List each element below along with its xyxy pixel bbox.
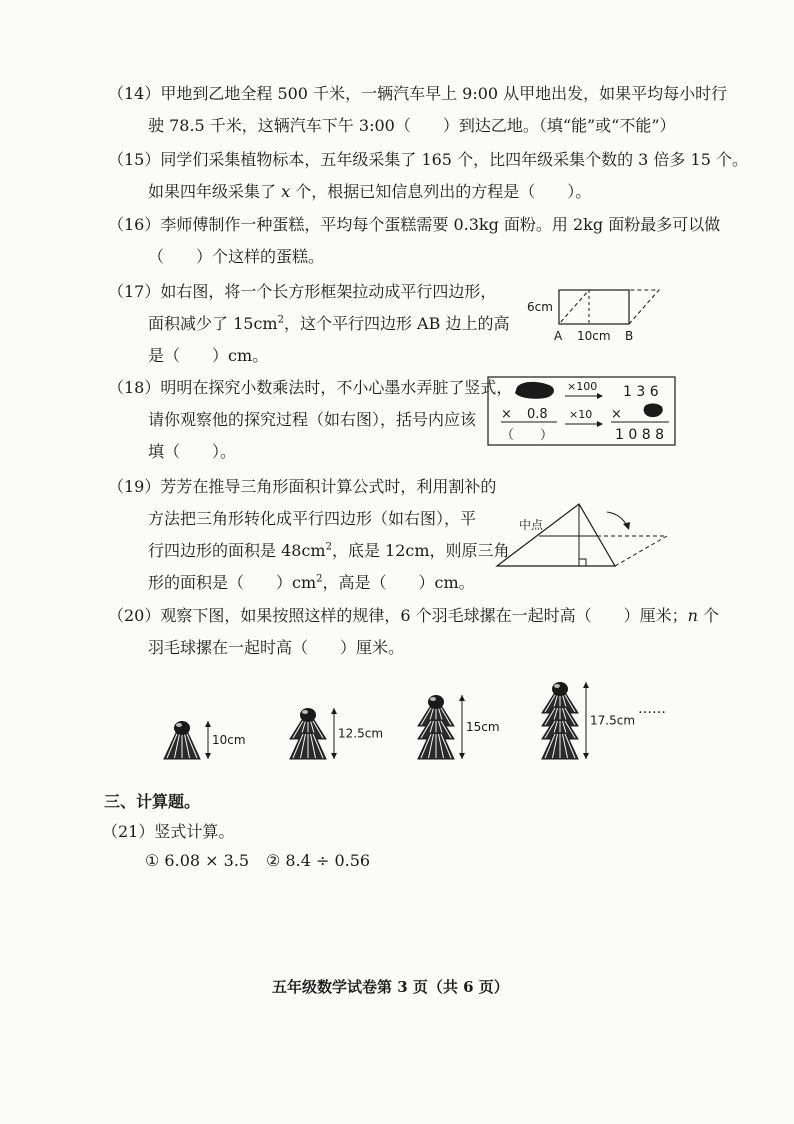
page-footer: 五年级数学试卷第 3 页（共 6 页） bbox=[272, 978, 509, 996]
q21-item-1: ① 6.08 × 3.5 bbox=[145, 851, 250, 870]
q19-sup-1: 2 bbox=[325, 541, 332, 553]
q20-variable: n bbox=[687, 606, 698, 625]
q20-line1-b: 个 bbox=[697, 606, 720, 625]
q18-arrow-bottom-label: ×10 bbox=[569, 408, 593, 421]
q17-line2-a: 面积减少了 15cm bbox=[148, 314, 278, 333]
shuttlecock-cork bbox=[174, 721, 190, 735]
cork-highlight bbox=[302, 710, 308, 714]
height-arrow-top bbox=[331, 708, 337, 714]
shuttlecock-stack-2 bbox=[290, 708, 383, 759]
height-label: 10cm bbox=[212, 733, 246, 747]
q17-figure bbox=[525, 282, 665, 348]
height-arrow-bottom bbox=[459, 753, 465, 759]
height-label: 12.5cm bbox=[338, 726, 384, 741]
q15-line2-a: 如果四年级采集了 bbox=[148, 182, 282, 201]
cork-highlight bbox=[554, 684, 560, 688]
shuttlecock-stack-4 bbox=[542, 682, 635, 759]
q17-base-label: 10cm bbox=[577, 329, 611, 343]
q21-title: （21）竖式计算。 bbox=[102, 822, 235, 841]
shuttlecock-stacks-diagram bbox=[150, 655, 690, 770]
q20-line2: 羽毛球摞在一起时高（ ）厘米。 bbox=[148, 638, 405, 657]
q14-line2: 驶 78.5 千米，这辆汽车下午 3:00（ ）到达乙地。（填“能”或“不能”） bbox=[148, 116, 676, 135]
q19-line3 bbox=[148, 541, 510, 561]
q16-line1: （16）李师傅制作一种蛋糕，平均每个蛋糕需要 0.3kg 面粉。用 2kg 面粉最多可以做 bbox=[108, 215, 721, 234]
q18-left-multiplier: 0.8 bbox=[527, 407, 548, 422]
section3-title: 三、计算题。 bbox=[104, 792, 201, 811]
q17-line2 bbox=[148, 314, 509, 334]
height-arrow-top bbox=[205, 721, 211, 727]
q19-line3-b: ，底是 12cm，则原三角 bbox=[331, 541, 510, 560]
q18-line2: 请你观察他的探究过程（如右图），括号内应该 bbox=[148, 410, 477, 429]
q17-line3: 是（ ）cm。 bbox=[148, 346, 269, 365]
q18-left-result: （ ） bbox=[501, 428, 554, 443]
height-arrow-top bbox=[583, 682, 589, 688]
height-label: 17.5cm bbox=[590, 713, 636, 728]
shuttlecock-stack-1 bbox=[164, 721, 246, 759]
height-arrow-top bbox=[459, 695, 465, 701]
q20-ellipsis: …… bbox=[638, 701, 666, 717]
height-arrow-bottom bbox=[583, 753, 589, 759]
q18-right-top: 1 3 6 bbox=[623, 384, 659, 400]
shuttlecock-stack-3 bbox=[418, 695, 500, 759]
q20-line1-a: （20）观察下图，如果按照这样的规律，6 个羽毛球摞在一起时高（ ）厘米； bbox=[108, 606, 688, 625]
height-arrow-bottom bbox=[205, 753, 211, 759]
q17-line2-b: ，这个平行四边形 AB 边上的高 bbox=[283, 314, 510, 333]
ink-blot-right bbox=[644, 403, 663, 417]
q17-point-a: A bbox=[554, 329, 563, 343]
height-label: 15cm bbox=[466, 720, 500, 734]
cork-highlight bbox=[176, 723, 182, 727]
q14-line1: （14）甲地到乙地全程 500 千米，一辆汽车早上 9:00 从甲地出发，如果平均每小时行 bbox=[108, 84, 728, 103]
q18-left-times: × bbox=[501, 407, 512, 422]
q17-side-label: 6cm bbox=[527, 300, 553, 314]
q18-line3: 填（ ）。 bbox=[148, 442, 237, 461]
shuttlecock-cork bbox=[552, 682, 568, 696]
q19-sup-2: 2 bbox=[316, 573, 323, 585]
q19-line3-a: 行四边形的面积是 48cm bbox=[148, 541, 326, 560]
shuttlecock-cork bbox=[300, 708, 316, 722]
q15-line2-b: 个，根据已知信息列出的方程是（ ）。 bbox=[290, 182, 592, 201]
q20-figure bbox=[150, 655, 690, 770]
q19-line4-b: ，高是（ ）cm。 bbox=[322, 573, 475, 592]
q19-line4 bbox=[148, 573, 475, 593]
q19-line2: 方法把三角形转化成平行四边形（如右图），平 bbox=[148, 509, 477, 528]
q19-line1: （19）芳芳在推导三角形面积计算公式时，利用割补的 bbox=[108, 477, 497, 496]
q16-line2: （ ）个这样的蛋糕。 bbox=[148, 247, 325, 266]
q15-line1: （15）同学们采集植物标本，五年级采集了 165 个，比四年级采集个数的 3 倍多 15 个。 bbox=[108, 150, 748, 169]
ink-blot-left bbox=[515, 382, 554, 399]
q18-figure bbox=[487, 376, 677, 448]
q17-line1: （17）如右图，将一个长方形框架拉动成平行四边形， bbox=[108, 282, 497, 301]
q18-line1: （18）明明在探究小数乘法时，不小心墨水弄脏了竖式， bbox=[108, 378, 513, 397]
q21-item-2: ② 8.4 ÷ 0.56 bbox=[266, 851, 371, 870]
q18-arrow-top-label: ×100 bbox=[567, 380, 598, 393]
q20-line1 bbox=[108, 606, 719, 626]
triangle-to-parallelogram-diagram bbox=[495, 496, 675, 576]
q18-right-result: 1 0 8 8 bbox=[615, 427, 664, 443]
cork-highlight bbox=[430, 697, 436, 701]
q18-right-times: × bbox=[611, 407, 622, 422]
q19-figure bbox=[495, 496, 675, 576]
q15-line2 bbox=[148, 182, 591, 202]
decimal-multiplication-diagram bbox=[487, 376, 677, 448]
q19-midpoint-label: 中点 bbox=[519, 518, 544, 532]
q19-line4-a: 形的面积是（ ）cm bbox=[148, 573, 317, 592]
q17-point-b: B bbox=[625, 329, 634, 343]
height-arrow-bottom bbox=[331, 753, 337, 759]
rect-to-parallelogram-diagram bbox=[525, 282, 665, 348]
q15-variable: x bbox=[281, 182, 291, 201]
shuttlecock-cork bbox=[428, 695, 444, 709]
q17-sup: 2 bbox=[277, 314, 284, 326]
